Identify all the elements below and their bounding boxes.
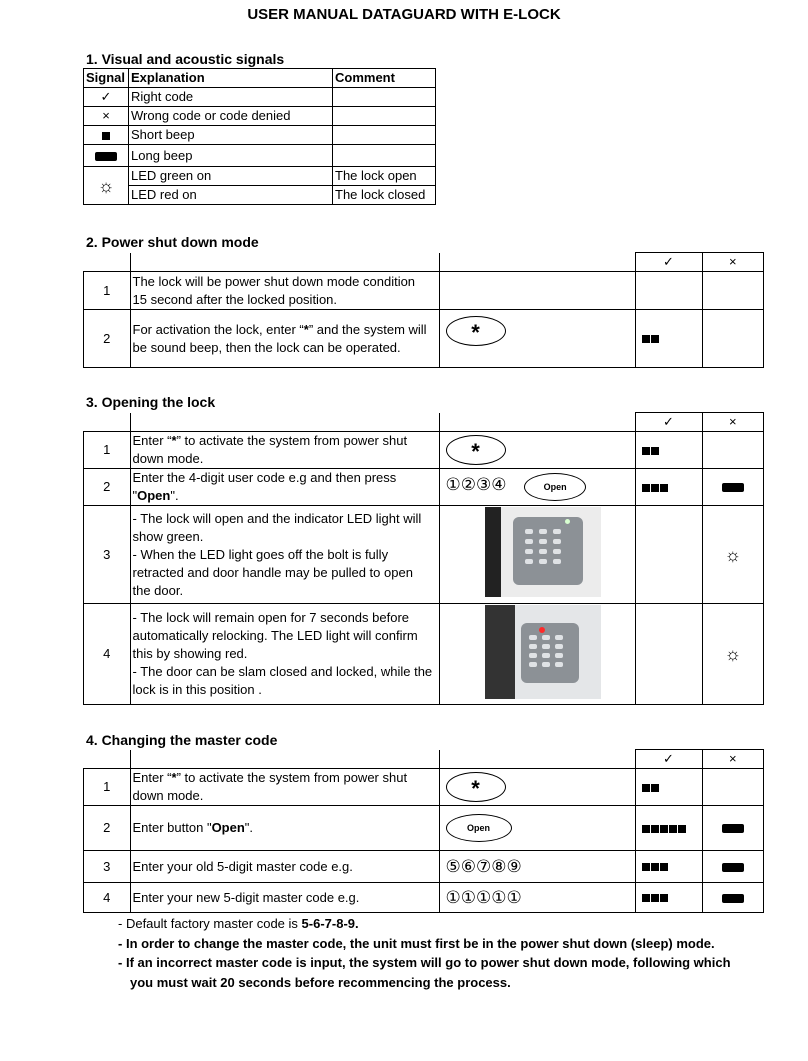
step-text: - The door can be slam closed and locked, while the — [132, 664, 433, 679]
step-text: automatically relocking. The LED light will confirm — [132, 628, 418, 643]
step-text: Enter your new 5-digit master code e.g. — [130, 883, 439, 913]
short-beep-icon — [651, 335, 659, 343]
step-text: Enter button "Open". — [130, 806, 439, 851]
table-row — [84, 107, 436, 126]
step-text: this by showing red. — [132, 646, 248, 661]
step-text: - The lock will open and the indicator LED light will — [132, 510, 422, 526]
note-incorrect-code: - If an incorrect master code is input, the system will go to power shut down mode, following which — [118, 955, 731, 970]
table-row — [84, 506, 764, 604]
step-text: Enter “*” to activate the system from power shut — [132, 770, 408, 785]
explanation-cell: LED red on — [129, 186, 333, 205]
table-row — [84, 432, 764, 469]
opening-lock-table — [83, 412, 764, 705]
explanation-cell: LED green on — [129, 167, 333, 186]
open-button-icon: Open — [446, 814, 512, 842]
short-beep-icon — [102, 132, 110, 140]
user-code-example: ①②③④ — [445, 475, 507, 494]
table-row — [84, 272, 764, 310]
row-number: 1 — [84, 272, 131, 310]
comment-cell — [333, 145, 436, 167]
step-text: down mode. — [132, 451, 204, 466]
row-number: 4 — [84, 604, 131, 705]
old-master-code-example: ⑤⑥⑦⑧⑨ — [439, 851, 635, 883]
table-row — [84, 186, 436, 205]
sun-icon: ☼ — [702, 506, 764, 604]
sun-icon: ☼ — [702, 604, 764, 705]
explanation-cell: Right code — [129, 88, 333, 107]
step-text: show green. — [132, 528, 204, 544]
step-text: - When the LED light goes off the bolt is fully — [132, 546, 389, 562]
comment-cell — [333, 107, 436, 126]
section1-heading: 1. Visual and acoustic signals — [86, 51, 285, 67]
short-beep-icon — [651, 484, 659, 492]
table-row — [84, 806, 764, 851]
step-text: "Open". — [132, 488, 179, 503]
table-row — [84, 851, 764, 883]
cross-icon: × — [84, 107, 129, 126]
row-number: 3 — [84, 851, 131, 883]
table-row — [84, 126, 436, 145]
sun-icon: ☼ — [84, 167, 129, 205]
signals-table — [83, 68, 436, 205]
long-beep-icon — [95, 152, 117, 161]
table-row — [84, 310, 764, 368]
check-icon: ✓ — [635, 413, 702, 432]
comment-cell: The lock open — [333, 167, 436, 186]
step-text: 15 second after the locked position. — [132, 291, 338, 307]
step-text: The lock will be power shut down mode condition — [132, 273, 416, 289]
new-master-code-example: ①①①①① — [439, 883, 635, 913]
row-number: 1 — [84, 769, 131, 806]
table-row — [84, 167, 436, 186]
check-icon: ✓ — [84, 88, 129, 107]
cross-icon: × — [702, 413, 764, 432]
cross-icon: × — [702, 253, 764, 272]
step-text: retracted and door handle may be pulled to open — [132, 564, 413, 580]
short-beep-icon — [651, 447, 659, 455]
row-number: 4 — [84, 883, 131, 913]
master-code-table — [83, 749, 764, 913]
comment-cell: The lock closed — [333, 186, 436, 205]
short-beep-icon — [642, 784, 650, 792]
long-beep-icon — [722, 863, 744, 872]
explanation-cell: Short beep — [129, 126, 333, 145]
long-beep-icon — [722, 483, 744, 492]
col-header-explanation: Explanation — [129, 69, 333, 88]
step-text: Enter “*” to activate the system from power shut — [132, 433, 408, 448]
row-number: 1 — [84, 432, 131, 469]
document-title: USER MANUAL DATAGUARD WITH E-LOCK — [247, 6, 561, 23]
row-number: 2 — [84, 806, 131, 851]
keypad-green-photo — [485, 507, 601, 597]
short-beep-icon — [660, 484, 668, 492]
star-key-icon: * — [446, 316, 506, 346]
row-number: 2 — [84, 469, 131, 506]
step-text: For activation the lock, enter “*” and the system will — [132, 321, 427, 337]
step-text: lock is in this position . — [132, 682, 262, 697]
short-beep-icon — [642, 447, 650, 455]
comment-cell — [333, 126, 436, 145]
section3-heading: 3. Opening the lock — [86, 394, 216, 410]
col-header-comment: Comment — [333, 69, 436, 88]
cross-icon: × — [702, 750, 764, 769]
short-beep-icon — [642, 484, 650, 492]
check-icon: ✓ — [635, 253, 702, 272]
step-text: Enter the 4-digit user code e.g and then press — [132, 470, 397, 485]
step-text: be sound beep, then the lock can be operated. — [132, 339, 401, 355]
row-number: 2 — [84, 310, 131, 368]
table-row — [84, 883, 764, 913]
note-sleep-mode: - In order to change the master code, the unit must first be in the power shut down (sleep) mode. — [118, 935, 715, 951]
step-text: down mode. — [132, 788, 204, 803]
table-row — [84, 145, 436, 167]
keypad-red-photo — [485, 605, 601, 699]
comment-cell — [333, 88, 436, 107]
table-row — [84, 769, 764, 806]
row-number: 3 — [84, 506, 131, 604]
table-row — [84, 604, 764, 705]
table-row — [84, 88, 436, 107]
col-header-signal: Signal — [84, 69, 129, 88]
step-text: the door. — [132, 582, 184, 598]
notes — [118, 914, 731, 992]
long-beep-icon — [722, 824, 744, 833]
star-key-icon: * — [446, 772, 506, 802]
short-beep-icon — [642, 335, 650, 343]
check-icon: ✓ — [635, 750, 702, 769]
long-beep-icon — [722, 894, 744, 903]
short-beep-icon — [651, 784, 659, 792]
explanation-cell: Wrong code or code denied — [129, 107, 333, 126]
explanation-cell: Long beep — [129, 145, 333, 167]
power-shutdown-table — [83, 252, 764, 368]
note-default-code: - Default factory master code is 5-6-7-8-9. — [118, 916, 359, 931]
step-text: Enter your old 5-digit master code e.g. — [130, 851, 439, 883]
section2-heading: 2. Power shut down mode — [86, 234, 259, 250]
step-text: - The lock will remain open for 7 seconds before — [132, 610, 410, 625]
table-row — [84, 469, 764, 506]
section4-heading: 4. Changing the master code — [86, 732, 278, 748]
star-key-icon: * — [446, 435, 506, 465]
open-button-icon: Open — [524, 473, 586, 501]
note-incorrect-code-cont: you must wait 20 seconds before recommencing the process. — [130, 974, 511, 990]
